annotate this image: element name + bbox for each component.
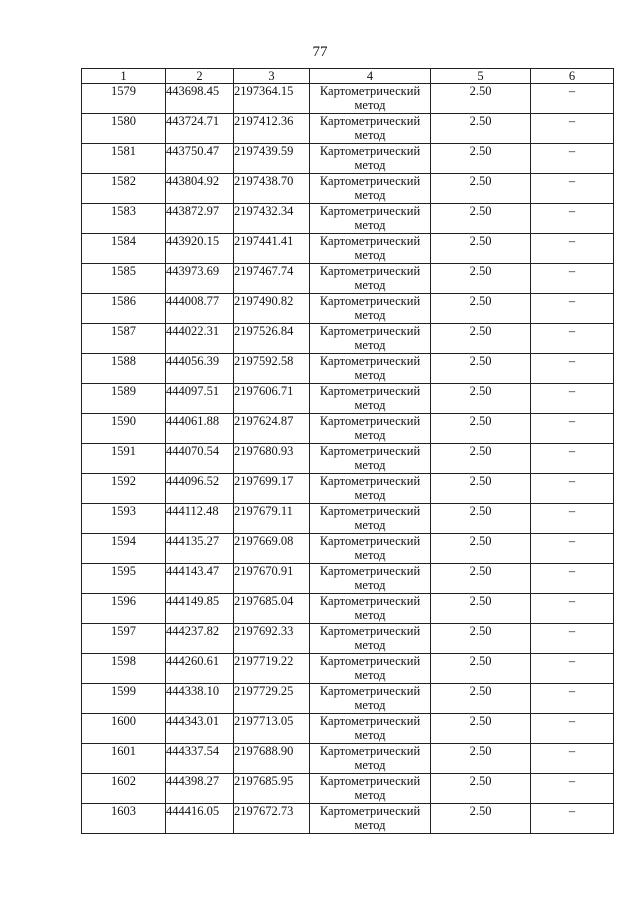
table-row <box>82 174 614 204</box>
point-number-cell: 1601 <box>82 744 166 774</box>
y-coordinate-cell: 2197606.71 <box>234 384 310 414</box>
table-header-row <box>82 69 614 84</box>
y-coordinate-cell: 2197624.87 <box>234 414 310 444</box>
accuracy-cell: 2.50 <box>431 174 531 204</box>
method-line-2: метод <box>354 98 386 112</box>
method-line-1: Картометрический <box>319 84 421 98</box>
table-row <box>82 534 614 564</box>
x-coordinate-cell: 444398.27 <box>166 774 234 804</box>
accuracy-cell: 2.50 <box>431 294 531 324</box>
method-cell <box>310 774 431 804</box>
point-number-cell: 1585 <box>82 264 166 294</box>
x-coordinate-cell: 444056.39 <box>166 354 234 384</box>
method-line-2: метод <box>354 128 386 142</box>
column-header: 4 <box>310 69 431 84</box>
table-row <box>82 714 614 744</box>
point-number-cell: 1584 <box>82 234 166 264</box>
y-coordinate-cell: 2197692.33 <box>234 624 310 654</box>
method-cell <box>310 714 431 744</box>
method-cell <box>310 654 431 684</box>
table-row <box>82 444 614 474</box>
note-cell: – <box>531 354 614 384</box>
note-cell: – <box>531 384 614 414</box>
y-coordinate-cell: 2197467.74 <box>234 264 310 294</box>
method-line-1: Картометрический <box>319 624 421 638</box>
note-cell: – <box>531 414 614 444</box>
method-cell <box>310 744 431 774</box>
accuracy-cell: 2.50 <box>431 354 531 384</box>
table-row <box>82 264 614 294</box>
accuracy-cell: 2.50 <box>431 414 531 444</box>
x-coordinate-cell: 444260.61 <box>166 654 234 684</box>
y-coordinate-cell: 2197669.08 <box>234 534 310 564</box>
point-number-cell: 1602 <box>82 774 166 804</box>
point-number-cell: 1582 <box>82 174 166 204</box>
column-header: 3 <box>234 69 310 84</box>
note-cell: – <box>531 714 614 744</box>
method-cell <box>310 324 431 354</box>
x-coordinate-cell: 443724.71 <box>166 114 234 144</box>
x-coordinate-cell: 444070.54 <box>166 444 234 474</box>
method-cell <box>310 384 431 414</box>
method-line-1: Картометрический <box>319 774 421 788</box>
x-coordinate-cell: 443698.45 <box>166 84 234 114</box>
point-number-cell: 1598 <box>82 654 166 684</box>
accuracy-cell: 2.50 <box>431 804 531 834</box>
point-number-cell: 1597 <box>82 624 166 654</box>
method-line-1: Картометрический <box>319 804 421 818</box>
note-cell: – <box>531 534 614 564</box>
point-number-cell: 1596 <box>82 594 166 624</box>
x-coordinate-cell: 444008.77 <box>166 294 234 324</box>
y-coordinate-cell: 2197526.84 <box>234 324 310 354</box>
note-cell: – <box>531 264 614 294</box>
y-coordinate-cell: 2197438.70 <box>234 174 310 204</box>
point-number-cell: 1591 <box>82 444 166 474</box>
method-cell <box>310 804 431 834</box>
method-cell <box>310 474 431 504</box>
method-cell <box>310 234 431 264</box>
table-row <box>82 624 614 654</box>
method-line-1: Картометрический <box>319 714 421 728</box>
point-number-cell: 1588 <box>82 354 166 384</box>
method-line-2: метод <box>354 638 386 652</box>
point-number-cell: 1586 <box>82 294 166 324</box>
column-header: 6 <box>531 69 614 84</box>
point-number-cell: 1583 <box>82 204 166 234</box>
y-coordinate-cell: 2197364.15 <box>234 84 310 114</box>
table-row <box>82 684 614 714</box>
coordinates-table <box>81 68 614 834</box>
method-line-1: Картометрический <box>319 564 421 578</box>
note-cell: – <box>531 774 614 804</box>
point-number-cell: 1581 <box>82 144 166 174</box>
accuracy-cell: 2.50 <box>431 444 531 474</box>
x-coordinate-cell: 444416.05 <box>166 804 234 834</box>
page-number: 77 <box>312 44 328 60</box>
accuracy-cell: 2.50 <box>431 774 531 804</box>
method-line-1: Картометрический <box>319 114 421 128</box>
table-row <box>82 474 614 504</box>
accuracy-cell: 2.50 <box>431 234 531 264</box>
accuracy-cell: 2.50 <box>431 474 531 504</box>
method-line-1: Картометрический <box>319 174 421 188</box>
method-cell <box>310 684 431 714</box>
method-line-2: метод <box>354 698 386 712</box>
x-coordinate-cell: 444343.01 <box>166 714 234 744</box>
table-row <box>82 294 614 324</box>
method-cell <box>310 564 431 594</box>
method-line-1: Картометрический <box>319 744 421 758</box>
method-cell <box>310 294 431 324</box>
y-coordinate-cell: 2197592.58 <box>234 354 310 384</box>
y-coordinate-cell: 2197713.05 <box>234 714 310 744</box>
point-number-cell: 1603 <box>82 804 166 834</box>
method-line-2: метод <box>354 818 386 832</box>
method-line-2: метод <box>354 278 386 292</box>
method-line-2: метод <box>354 308 386 322</box>
method-line-2: метод <box>354 218 386 232</box>
method-line-1: Картометрический <box>319 654 421 668</box>
method-line-2: метод <box>354 458 386 472</box>
accuracy-cell: 2.50 <box>431 204 531 234</box>
method-cell <box>310 264 431 294</box>
y-coordinate-cell: 2197439.59 <box>234 144 310 174</box>
method-line-2: метод <box>354 428 386 442</box>
point-number-cell: 1589 <box>82 384 166 414</box>
method-line-2: метод <box>354 548 386 562</box>
method-line-2: метод <box>354 518 386 532</box>
method-line-1: Картометрический <box>319 354 421 368</box>
method-line-1: Картометрический <box>319 234 421 248</box>
point-number-cell: 1600 <box>82 714 166 744</box>
accuracy-cell: 2.50 <box>431 504 531 534</box>
method-line-2: метод <box>354 248 386 262</box>
x-coordinate-cell: 443973.69 <box>166 264 234 294</box>
accuracy-cell: 2.50 <box>431 324 531 354</box>
point-number-cell: 1587 <box>82 324 166 354</box>
x-coordinate-cell: 443920.15 <box>166 234 234 264</box>
method-line-1: Картометрический <box>319 264 421 278</box>
method-line-2: метод <box>354 788 386 802</box>
y-coordinate-cell: 2197719.22 <box>234 654 310 684</box>
method-line-1: Картометрический <box>319 444 421 458</box>
x-coordinate-cell: 444135.27 <box>166 534 234 564</box>
method-cell <box>310 594 431 624</box>
x-coordinate-cell: 443804.92 <box>166 174 234 204</box>
method-line-1: Картометрический <box>319 204 421 218</box>
x-coordinate-cell: 444112.48 <box>166 504 234 534</box>
y-coordinate-cell: 2197679.11 <box>234 504 310 534</box>
x-coordinate-cell: 443872.97 <box>166 204 234 234</box>
x-coordinate-cell: 444061.88 <box>166 414 234 444</box>
note-cell: – <box>531 474 614 504</box>
method-line-2: метод <box>354 608 386 622</box>
column-header: 1 <box>82 69 166 84</box>
method-line-2: метод <box>354 488 386 502</box>
method-cell <box>310 174 431 204</box>
table-row <box>82 654 614 684</box>
accuracy-cell: 2.50 <box>431 534 531 564</box>
note-cell: – <box>531 144 614 174</box>
x-coordinate-cell: 444096.52 <box>166 474 234 504</box>
note-cell: – <box>531 744 614 774</box>
method-line-1: Картометрический <box>319 684 421 698</box>
table-row <box>82 354 614 384</box>
y-coordinate-cell: 2197729.25 <box>234 684 310 714</box>
accuracy-cell: 2.50 <box>431 654 531 684</box>
accuracy-cell: 2.50 <box>431 564 531 594</box>
point-number-cell: 1599 <box>82 684 166 714</box>
x-coordinate-cell: 444338.10 <box>166 684 234 714</box>
method-line-1: Картометрический <box>319 474 421 488</box>
note-cell: – <box>531 174 614 204</box>
y-coordinate-cell: 2197680.93 <box>234 444 310 474</box>
note-cell: – <box>531 624 614 654</box>
method-cell <box>310 444 431 474</box>
point-number-cell: 1592 <box>82 474 166 504</box>
note-cell: – <box>531 594 614 624</box>
method-line-1: Картометрический <box>319 384 421 398</box>
table-row <box>82 744 614 774</box>
method-line-1: Картометрический <box>319 534 421 548</box>
accuracy-cell: 2.50 <box>431 684 531 714</box>
table-row <box>82 564 614 594</box>
y-coordinate-cell: 2197699.17 <box>234 474 310 504</box>
note-cell: – <box>531 84 614 114</box>
column-header: 5 <box>431 69 531 84</box>
method-line-2: метод <box>354 158 386 172</box>
method-cell <box>310 144 431 174</box>
point-number-cell: 1593 <box>82 504 166 534</box>
y-coordinate-cell: 2197441.41 <box>234 234 310 264</box>
y-coordinate-cell: 2197490.82 <box>234 294 310 324</box>
method-line-1: Картометрический <box>319 324 421 338</box>
point-number-cell: 1580 <box>82 114 166 144</box>
table-row <box>82 114 614 144</box>
table-row <box>82 234 614 264</box>
y-coordinate-cell: 2197685.04 <box>234 594 310 624</box>
table-row <box>82 384 614 414</box>
method-line-2: метод <box>354 338 386 352</box>
method-line-2: метод <box>354 188 386 202</box>
x-coordinate-cell: 444237.82 <box>166 624 234 654</box>
note-cell: – <box>531 444 614 474</box>
table-row <box>82 804 614 834</box>
table-row <box>82 774 614 804</box>
method-cell <box>310 354 431 384</box>
note-cell: – <box>531 504 614 534</box>
method-line-2: метод <box>354 668 386 682</box>
accuracy-cell: 2.50 <box>431 144 531 174</box>
accuracy-cell: 2.50 <box>431 594 531 624</box>
point-number-cell: 1595 <box>82 564 166 594</box>
method-line-2: метод <box>354 728 386 742</box>
method-line-1: Картометрический <box>319 144 421 158</box>
method-cell <box>310 504 431 534</box>
table-row <box>82 144 614 174</box>
point-number-cell: 1579 <box>82 84 166 114</box>
method-line-1: Картометрический <box>319 504 421 518</box>
note-cell: – <box>531 294 614 324</box>
method-cell <box>310 84 431 114</box>
accuracy-cell: 2.50 <box>431 624 531 654</box>
column-header: 2 <box>166 69 234 84</box>
accuracy-cell: 2.50 <box>431 744 531 774</box>
table-body <box>82 84 614 834</box>
method-cell <box>310 534 431 564</box>
accuracy-cell: 2.50 <box>431 114 531 144</box>
x-coordinate-cell: 444337.54 <box>166 744 234 774</box>
method-cell <box>310 114 431 144</box>
y-coordinate-cell: 2197672.73 <box>234 804 310 834</box>
x-coordinate-cell: 444022.31 <box>166 324 234 354</box>
method-line-1: Картометрический <box>319 294 421 308</box>
x-coordinate-cell: 444143.47 <box>166 564 234 594</box>
accuracy-cell: 2.50 <box>431 264 531 294</box>
y-coordinate-cell: 2197670.91 <box>234 564 310 594</box>
note-cell: – <box>531 234 614 264</box>
table-row <box>82 594 614 624</box>
point-number-cell: 1590 <box>82 414 166 444</box>
x-coordinate-cell: 443750.47 <box>166 144 234 174</box>
x-coordinate-cell: 444149.85 <box>166 594 234 624</box>
y-coordinate-cell: 2197432.34 <box>234 204 310 234</box>
table-row <box>82 204 614 234</box>
accuracy-cell: 2.50 <box>431 384 531 414</box>
y-coordinate-cell: 2197685.95 <box>234 774 310 804</box>
note-cell: – <box>531 654 614 684</box>
method-line-1: Картометрический <box>319 594 421 608</box>
note-cell: – <box>531 114 614 144</box>
point-number-cell: 1594 <box>82 534 166 564</box>
method-line-1: Картометрический <box>319 414 421 428</box>
note-cell: – <box>531 804 614 834</box>
y-coordinate-cell: 2197688.90 <box>234 744 310 774</box>
method-line-2: метод <box>354 368 386 382</box>
method-cell <box>310 624 431 654</box>
note-cell: – <box>531 564 614 594</box>
method-cell <box>310 204 431 234</box>
accuracy-cell: 2.50 <box>431 714 531 744</box>
method-line-2: метод <box>354 578 386 592</box>
x-coordinate-cell: 444097.51 <box>166 384 234 414</box>
method-line-2: метод <box>354 758 386 772</box>
table-row <box>82 504 614 534</box>
accuracy-cell: 2.50 <box>431 84 531 114</box>
note-cell: – <box>531 204 614 234</box>
method-line-2: метод <box>354 398 386 412</box>
note-cell: – <box>531 684 614 714</box>
y-coordinate-cell: 2197412.36 <box>234 114 310 144</box>
table-row <box>82 84 614 114</box>
table-row <box>82 324 614 354</box>
note-cell: – <box>531 324 614 354</box>
table-row <box>82 414 614 444</box>
method-cell <box>310 414 431 444</box>
